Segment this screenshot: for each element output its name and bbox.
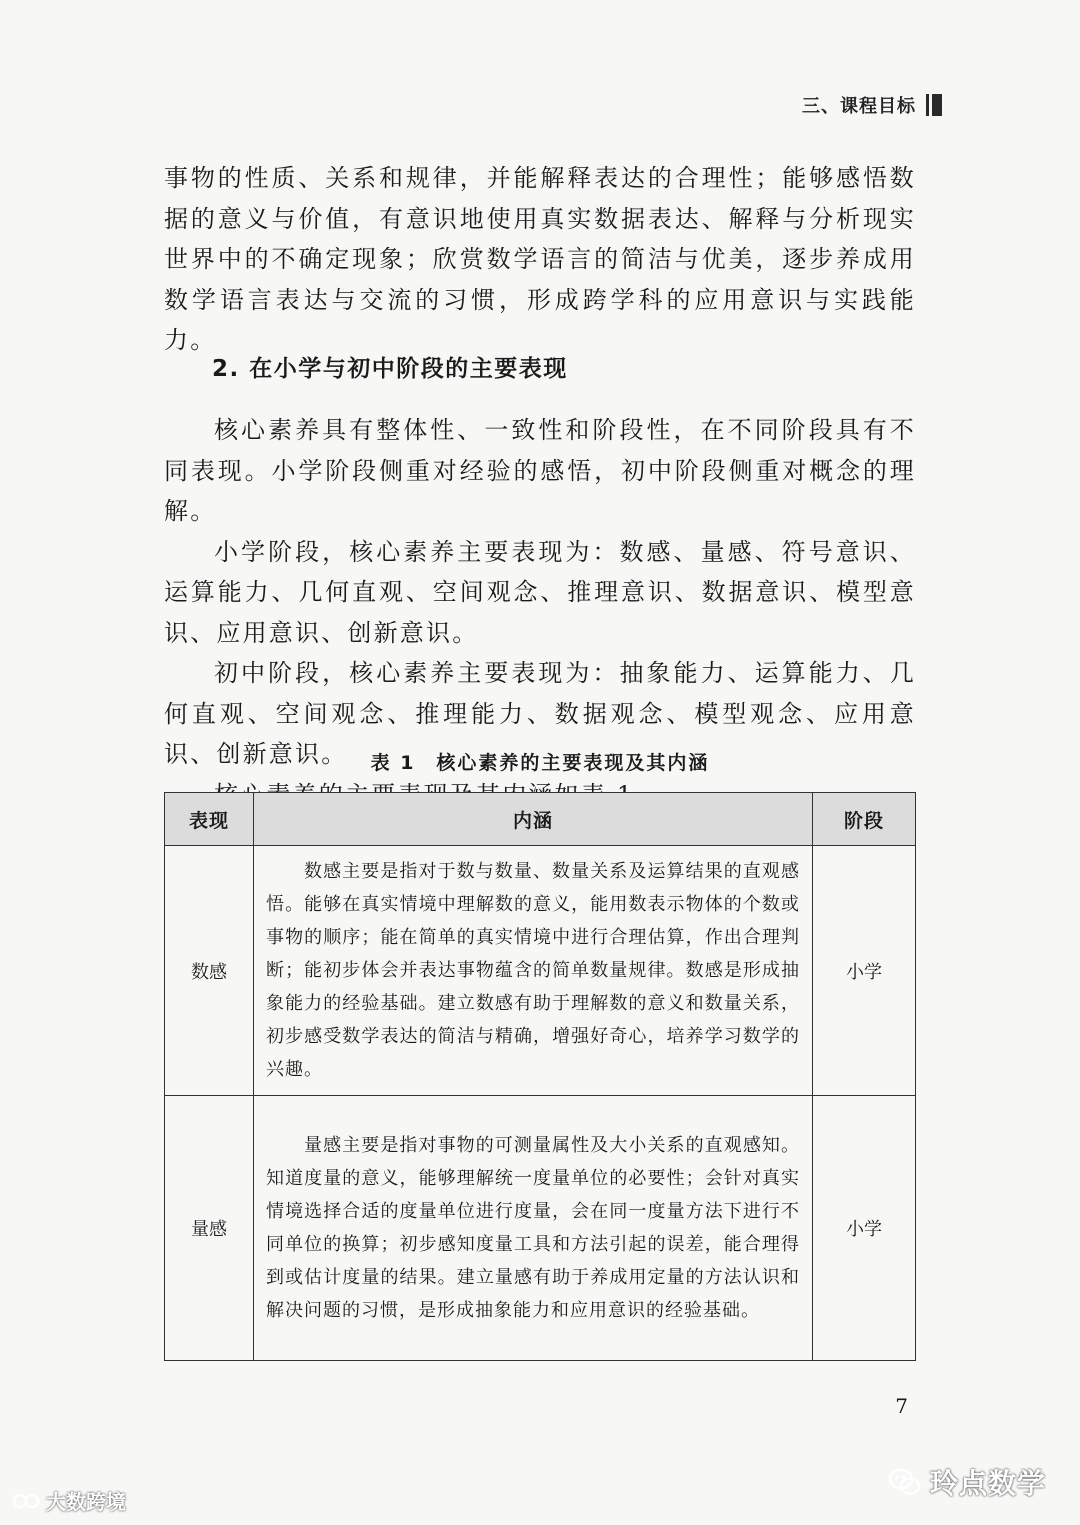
section-heading: 2. 在小学与初中阶段的主要表现 [212, 356, 568, 382]
header-stage: 阶段 [813, 793, 916, 846]
row-term: 数感 [165, 846, 254, 1096]
row-meaning [254, 846, 813, 1096]
wechat-icon [888, 1467, 922, 1497]
header-bar-marker [926, 94, 942, 116]
paragraph-text: 事物的性质、关系和规律，并能解释表达的合理性；能够感悟数据的意义与价值，有意识地使用真实数据表达、解释与分析现实世界中的不确定现象；欣赏数学语言的简洁与优美，逐步养成用数学语言表达与交流的习惯，形成跨学科的应用意识与实践能力。 [164, 164, 916, 354]
row-meaning [254, 1096, 813, 1361]
row-term: 量感 [165, 1096, 254, 1361]
row-stage: 小学 [813, 846, 916, 1096]
row-meaning-text: 量感主要是指对事物的可测量属性及大小关系的直观感知。知道度量的意义，能够理解统一度量单位的必要性；会针对真实情境选择合适的度量单位进行度量，会在同一度量方法下进行不同单位的换算；初步感知度量工具和方法引起的误差，能合理得到或估计度量的结果。建立量感有助于养成用定量的方法认识和解决问题的习惯，是形成抽象能力和应用意识的经验基础。 [266, 1135, 800, 1321]
running-header [802, 92, 942, 118]
header-meaning: 内涵 [254, 793, 813, 846]
paragraph-3: 初中阶段，核心素养主要表现为：抽象能力、运算能力、几何直观、空间观念、推理能力、数据观念、模型观念、应用意识、创新意识。 [164, 659, 916, 768]
page-number: 7 [895, 1394, 908, 1418]
watermark-right-text: 玲点数学 [929, 1467, 1046, 1500]
table-header-row [165, 793, 916, 846]
watermark-right [888, 1462, 1046, 1502]
paragraph-1: 核心素养具有整体性、一致性和阶段性，在不同阶段具有不同表现。小学阶段侧重对经验的感悟，初中阶段侧重对概念的理解。 [164, 416, 916, 525]
watermark-left-text: 大数跨境 [46, 1490, 126, 1514]
core-literacy-table [164, 792, 916, 1361]
row-stage: 小学 [813, 1096, 916, 1361]
watermark-left [12, 1486, 126, 1515]
table-row [165, 1096, 916, 1361]
table-row [165, 846, 916, 1096]
logo-icon [12, 1490, 40, 1512]
paragraph-2: 小学阶段，核心素养主要表现为：数感、量感、符号意识、运算能力、几何直观、空间观念、推理意识、数据意识、模型意识、应用意识、创新意识。 [164, 537, 916, 647]
continued-paragraph [164, 158, 916, 361]
header-title: 三、课程目标 [802, 96, 916, 117]
table-caption: 表 1 核心素养的主要表现及其内涵 [370, 752, 710, 774]
header-term: 表现 [165, 793, 254, 846]
row-meaning-text: 数感主要是指对于数与数量、数量关系及运算结果的直观感悟。能够在真实情境中理解数的意义，能用数表示物体的个数或事物的顺序；能在简单的真实情境中进行合理估算，作出合理判断；能初步体会并表达事物蕴含的简单数量规律。数感是形成抽象能力的经验基础。建立数感有助于理解数的意义和数量关系，初步感受数学表达的简洁与精确，增强好奇心，培养学习数学的兴趣。 [266, 861, 800, 1080]
